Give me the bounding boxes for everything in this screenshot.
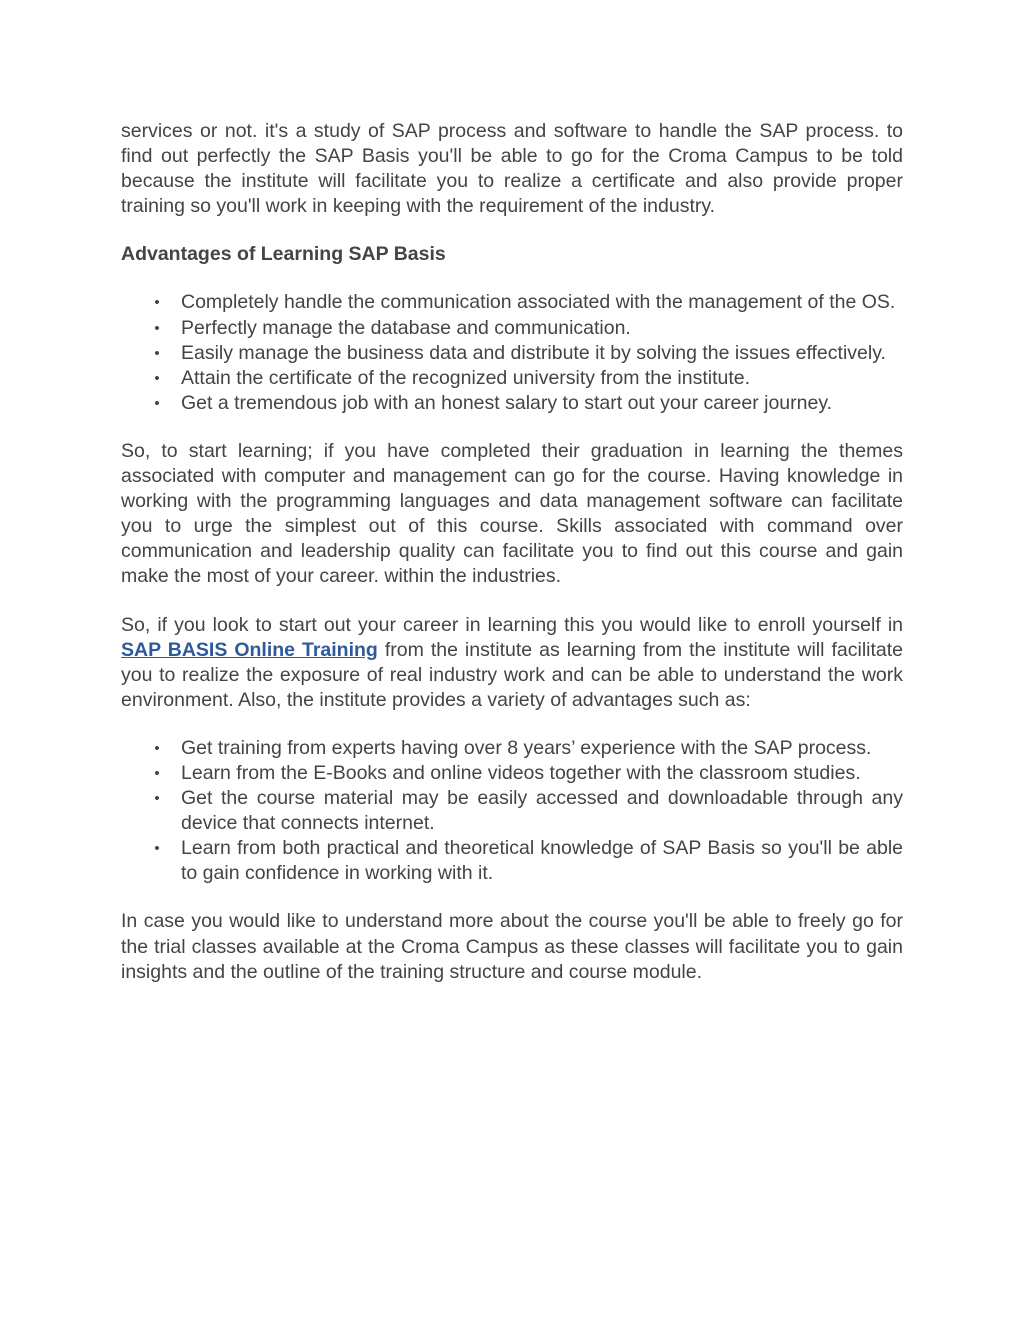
list-item (154, 391, 903, 416)
learning-paragraph: So, to start learning; if you have completed their graduation in learning the themes associated with computer and management can go for the course. Having knowledge in working with the programming languages and data management software can facilitate you to urge the simplest out of this course. Skills associated with command over communication and leadership quality can facilitate you to find out this course and gain make the most of your career. within the industries. (121, 439, 903, 588)
bullet-icon: • (154, 394, 160, 412)
list-item (154, 341, 903, 366)
bullet-icon: • (154, 840, 160, 858)
list-item (154, 836, 903, 886)
bullet-icon: • (154, 790, 160, 808)
bullet-icon: • (154, 369, 160, 387)
spacer (121, 267, 903, 290)
enroll-text-before: So, if you look to start out your career in learning this you would like to enroll yourself in (121, 613, 903, 636)
bullet-icon: • (154, 739, 160, 757)
advantages-list (121, 290, 903, 415)
bullet-icon: • (154, 764, 160, 782)
list-item-text: Learn from both practical and theoretical knowledge of SAP Basis so you'll be able to gain confidence in working with it. (181, 837, 903, 885)
bullet-icon: • (154, 319, 160, 337)
list-item (154, 786, 903, 836)
sap-basis-training-link[interactable]: SAP BASIS Online Training (121, 638, 378, 661)
bullet-icon: • (154, 344, 160, 362)
list-item-text: Learn from the E-Books and online videos together with the classroom studies. (181, 761, 861, 784)
list-item (154, 366, 903, 391)
list-item-text: Get the course material may be easily accessed and downloadable through any device that connects internet. (181, 787, 903, 835)
list-item-text: Perfectly manage the database and communication. (181, 316, 631, 339)
enroll-paragraph (121, 613, 903, 713)
list-item-text: Completely handle the communication associated with the management of the OS. (181, 291, 896, 314)
spacer (121, 416, 903, 439)
list-item-text: Get training from experts having over 8 years’ experience with the SAP process. (181, 736, 872, 759)
institute-advantages-list (121, 736, 903, 887)
section-heading: Advantages of Learning SAP Basis (121, 243, 446, 266)
document-page (121, 119, 903, 985)
spacer (121, 886, 903, 909)
list-item (154, 316, 903, 341)
list-item (154, 290, 903, 315)
spacer (121, 590, 903, 613)
spacer (121, 219, 903, 242)
list-item-text: Get a tremendous job with an honest salary to start out your career journey. (181, 391, 833, 414)
closing-paragraph: In case you would like to understand more about the course you'll be able to freely go for the trial classes available at the Croma Campus as these classes will facilitate you to gain insights and the outline of the training structure and course module. (121, 910, 903, 983)
list-item-text: Attain the certificate of the recognized university from the institute. (181, 366, 751, 389)
enroll-text-after: from the institute as learning from the institute will facilitate you to realize the exposure of real industry work and can be able to understand the work environment. Also, the institute provides a variety of advantages such as: (121, 638, 904, 711)
intro-paragraph: services or not. it's a study of SAP process and software to handle the SAP process. to find out perfectly the SAP Basis you'll be able to go for the Croma Campus to be told because the institute will facilitate you to realize a certificate and also provide proper training so you'll work in keeping with the requirement of the industry. (121, 120, 903, 218)
list-item (154, 761, 903, 786)
list-item-text: Easily manage the business data and distribute it by solving the issues effectively. (181, 341, 886, 364)
spacer (121, 713, 903, 736)
bullet-icon: • (154, 294, 160, 312)
list-item (154, 736, 903, 761)
